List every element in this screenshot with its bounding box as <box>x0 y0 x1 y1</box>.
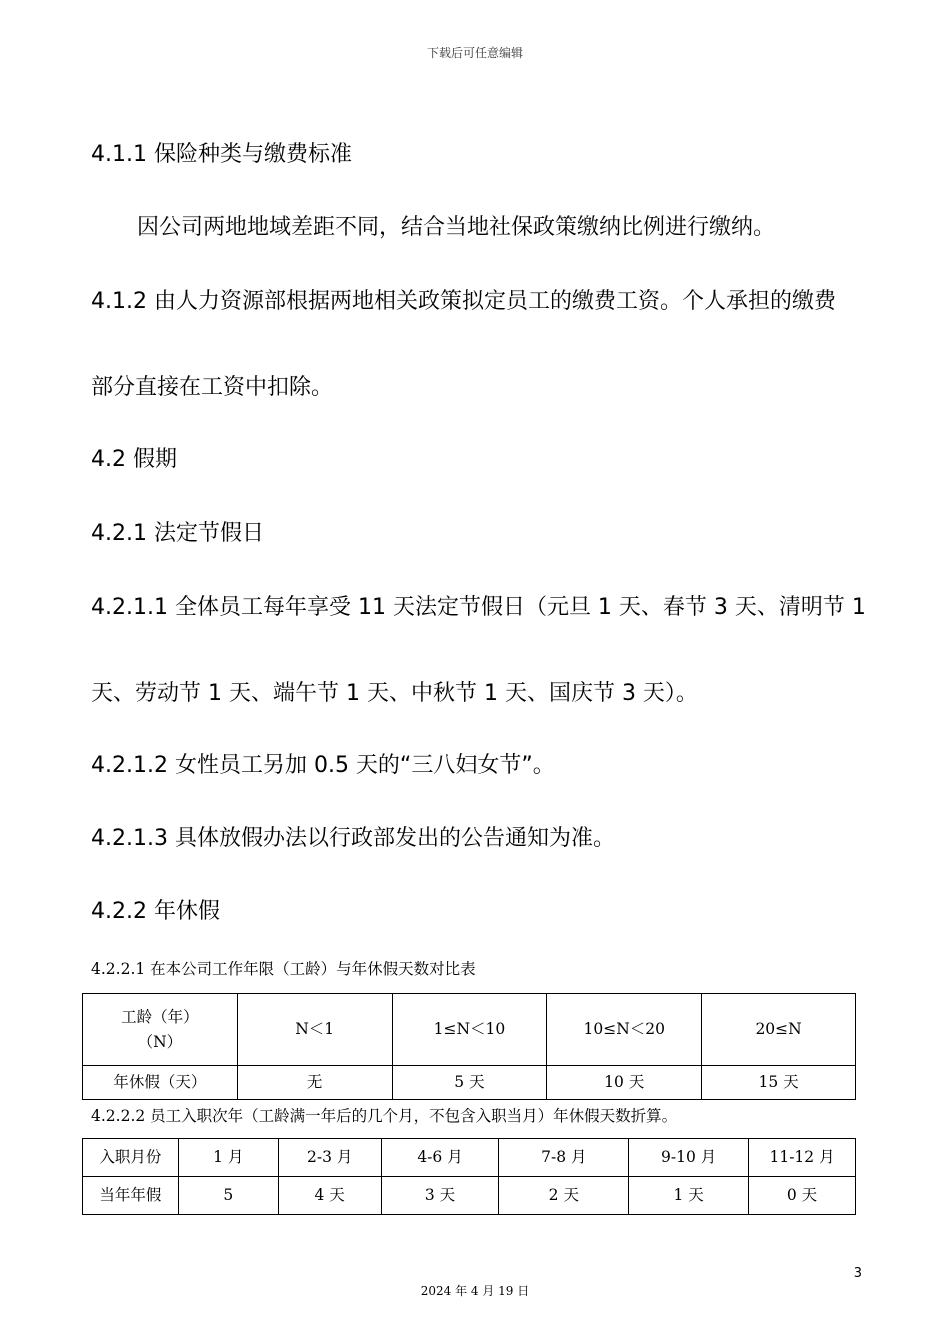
table-header-cell: 10≤N＜20 <box>547 994 702 1066</box>
table-header-label-line2: （N） <box>137 1032 183 1051</box>
table-row-label: 当年年假 <box>83 1177 179 1215</box>
table-header-cell <box>83 994 238 1066</box>
table-cell: 15 天 <box>702 1066 856 1100</box>
table-row <box>83 994 856 1066</box>
table-cell: 无 <box>237 1066 392 1100</box>
table-header-cell: 11-12 月 <box>749 1139 856 1177</box>
section-4-2-1-heading: 4.2.1 法定节假日 <box>91 521 264 546</box>
table-row <box>83 1139 856 1177</box>
table-header-cell: 1≤N＜10 <box>392 994 547 1066</box>
table2-caption: 4.2.2.2 员工入职次年（工龄满一年后的几个月，不包含入职当月）年休假天数折算。 <box>91 1107 678 1125</box>
paragraph-4-2-1-3: 4.2.1.3 具体放假办法以行政部发出的公告通知为准。 <box>91 826 615 851</box>
table-cell: 5 天 <box>392 1066 547 1100</box>
paragraph-4-1-2-line1: 4.1.2 由人力资源部根据两地相关政策拟定员工的缴费工资。个人承担的缴费 <box>91 289 836 314</box>
table-cell: 1 天 <box>629 1177 749 1215</box>
table-cell: 10 天 <box>547 1066 702 1100</box>
table-cell: 5 <box>178 1177 278 1215</box>
table-cell: 3 天 <box>381 1177 499 1215</box>
table1-caption: 4.2.2.1 在本公司工作年限（工龄）与年休假天数对比表 <box>91 960 476 978</box>
section-4-1-1-heading: 4.1.1 保险种类与缴费标准 <box>91 142 352 167</box>
table-cell: 2 天 <box>499 1177 629 1215</box>
table-header-cell: N＜1 <box>237 994 392 1066</box>
page-header: 下载后可任意编辑 <box>426 46 523 60</box>
annual-leave-table <box>82 993 856 1100</box>
table-row-label: 入职月份 <box>83 1139 179 1177</box>
table-row-label: 年休假（天） <box>83 1066 238 1100</box>
paragraph-4-2-1-1-line2: 天、劳动节 1 天、端午节 1 天、中秋节 1 天、国庆节 3 天）。 <box>91 681 698 706</box>
page-number: 3 <box>853 1266 862 1281</box>
table-header-cell: 2-3 月 <box>278 1139 381 1177</box>
prorated-leave-table <box>82 1138 856 1215</box>
table-cell: 4 天 <box>278 1177 381 1215</box>
table-cell: 0 天 <box>749 1177 856 1215</box>
section-4-2-2-heading: 4.2.2 年休假 <box>91 899 220 924</box>
table-row <box>83 1177 856 1215</box>
table-header-cell: 1 月 <box>178 1139 278 1177</box>
paragraph-insurance-ratio: 因公司两地地域差距不同，结合当地社保政策缴纳比例进行缴纳。 <box>137 215 776 240</box>
table-header-cell: 7-8 月 <box>499 1139 629 1177</box>
table-header-cell: 4-6 月 <box>381 1139 499 1177</box>
table-header-cell: 20≤N <box>702 994 856 1066</box>
section-4-2-heading: 4.2 假期 <box>91 447 177 472</box>
paragraph-4-1-2-line2: 部分直接在工资中扣除。 <box>91 375 334 400</box>
table-header-cell: 9-10 月 <box>629 1139 749 1177</box>
page-footer-date: 2024 年 4 月 19 日 <box>420 1284 530 1298</box>
paragraph-4-2-1-1-line1: 4.2.1.1 全体员工每年享受 11 天法定节假日（元旦 1 天、春节 3 天、清明节 1 <box>91 595 866 620</box>
table-header-label-line1: 工龄（年） <box>121 1008 199 1027</box>
table-row <box>83 1066 856 1100</box>
paragraph-4-2-1-2: 4.2.1.2 女性员工另加 0.5 天的“三八妇女节”。 <box>91 753 555 778</box>
